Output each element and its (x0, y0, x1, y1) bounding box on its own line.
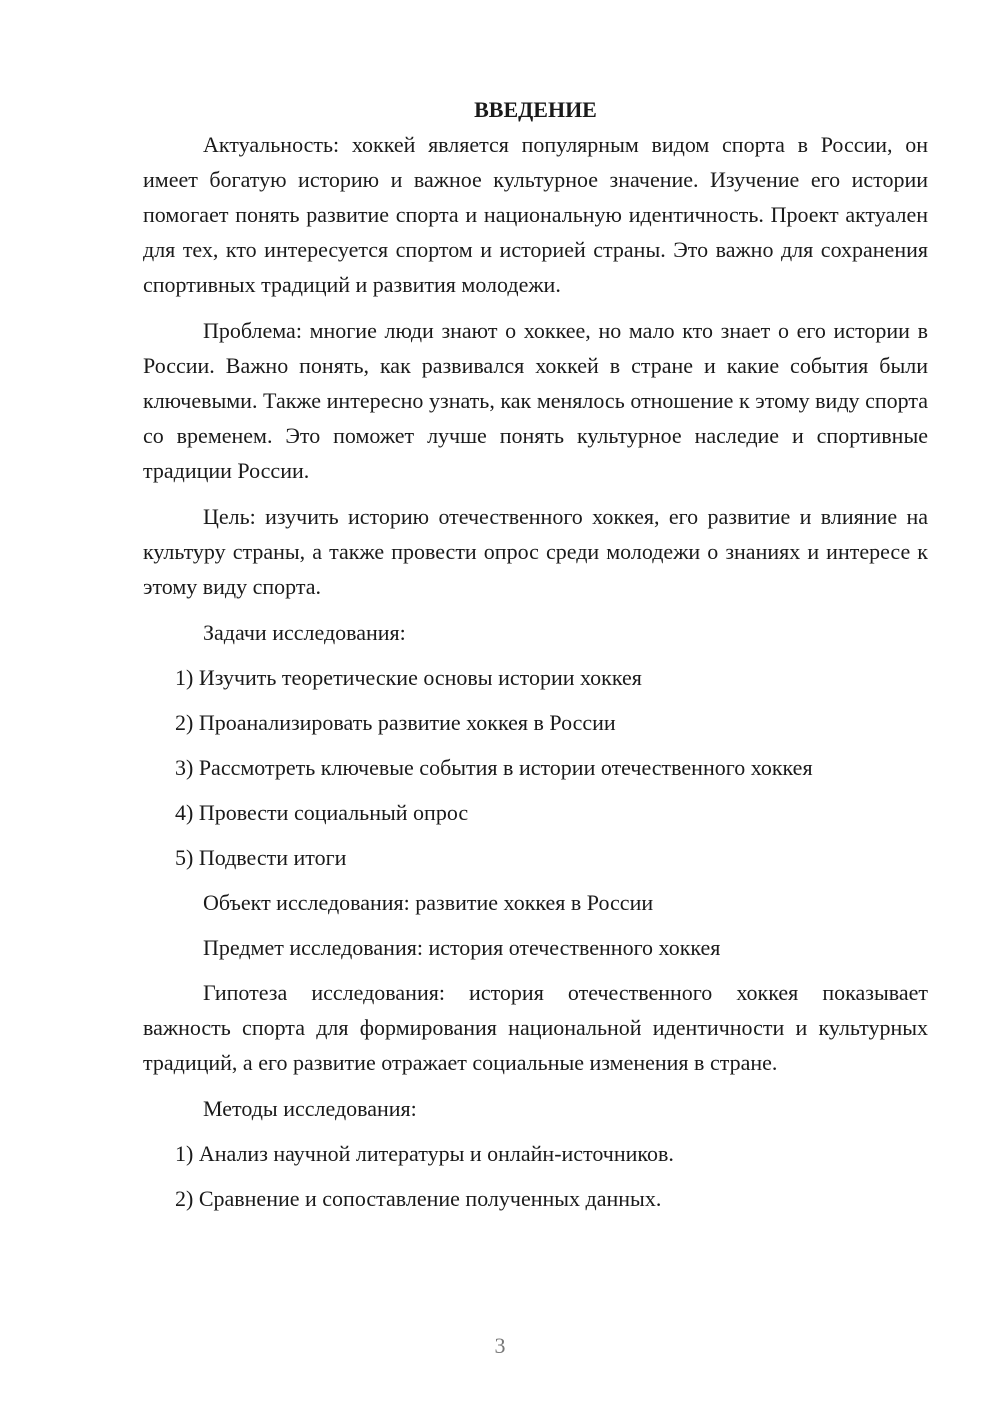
list-item: 4) Провести социальный опрос (175, 800, 469, 825)
tasks-list (143, 660, 928, 875)
list-item: 1) Анализ научной литературы и онлайн-источников. (175, 1141, 674, 1166)
page-number: 3 (494, 1333, 506, 1358)
tasks-heading: Задачи исследования: (203, 620, 406, 645)
list-item: 3) Рассмотреть ключевые события в истории отечественного хоккея (175, 755, 813, 780)
methods-heading: Методы исследования: (203, 1096, 417, 1121)
methods-list (143, 1136, 928, 1216)
section-title: ВВЕДЕНИЕ (474, 97, 597, 122)
list-item: 2) Проанализировать развитие хоккея в России (175, 710, 616, 735)
research-object: Объект исследования: развитие хоккея в России (203, 890, 654, 915)
list-item: 1) Изучить теоретические основы истории хоккея (175, 665, 642, 690)
relevance-paragraph: Актуальность: хоккей является популярным видом спорта в России, он имеет богатую историю и важное культурное значение. Изучение его истории помогает понять развитие спорта и национальную идентичность. Проект актуален для тех, кто интересуется спортом и историей страны. Это важно для сохранения спортивных традиций и развития молодежи. (143, 132, 928, 297)
research-subject: Предмет исследования: история отечественного хоккея (203, 935, 721, 960)
list-item: 2) Сравнение и сопоставление полученных данных. (175, 1186, 662, 1211)
problem-paragraph: Проблема: многие люди знают о хоккее, но мало кто знает о его истории в России. Важно понять, как развивался хоккей в стране и какие события были ключевыми. Также интересно узнать, как менялось отношение к этому виду спорта со временем. Это поможет лучше понять культурное наследие и спортивные традиции России. (143, 318, 928, 483)
hypothesis-paragraph: Гипотеза исследования: история отечественного хоккея показывает важность спорта для формирования национальной идентичности и культурных традиций, а его развитие отражает социальные изменения в стране. (143, 980, 928, 1075)
page-content (143, 95, 928, 1226)
goal-paragraph: Цель: изучить историю отечественного хоккея, его развитие и влияние на культуру страны, а также провести опрос среди молодежи о знаниях и интересе к этому виду спорта. (143, 504, 928, 599)
list-item: 5) Подвести итоги (175, 845, 347, 870)
